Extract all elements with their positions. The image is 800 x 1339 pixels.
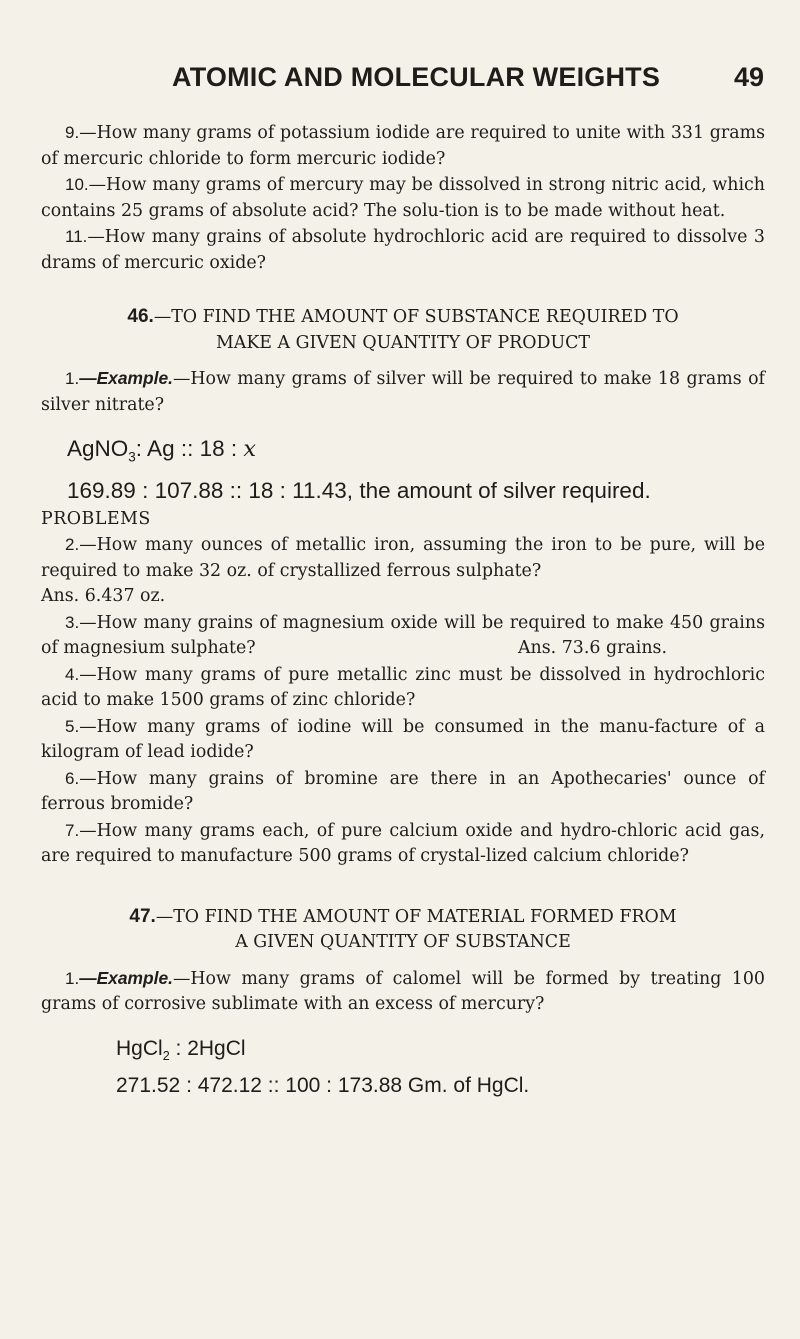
problems-heading: PROBLEMS bbox=[41, 508, 151, 529]
problem-7: 7.—How many grams each, of pure calcium oxide and hydro-chloric acid gas, are required to manufacture 500 grams of crystal-lized calcium chloride? bbox=[41, 820, 765, 866]
problem-6: 6.—How many grains of bromine are there in an Apothecaries' ounce of ferrous bromide? bbox=[41, 768, 765, 814]
running-title: ATOMIC AND MOLECULAR WEIGHTS bbox=[172, 62, 661, 92]
example-46: 1.—Example.—How many grams of silver will be required to make 18 grams of silver nitrate? bbox=[41, 368, 765, 415]
equation-result: 169.89 : 107.88 :: 18 : 11.43, the amount of silver required. bbox=[67, 477, 651, 503]
section-number: 47. bbox=[129, 905, 156, 927]
example-47: 1.—Example.—How many grams of calomel will be formed by treating 100 grams of corrosive sublimate with an excess of mercury? bbox=[41, 967, 765, 1014]
problem-9: 9.—How many grams of potassium iodide are required to unite with 331 grams of mercuric chloride to form mercuric iodide? bbox=[41, 123, 765, 169]
problem-5: 5.—How many grams of iodine will be consumed in the manu-facture of a kilogram of lead iodide? bbox=[41, 716, 765, 762]
problem-2: 2.—How many ounces of metallic iron, assuming the iron to be pure, will be required to make 32 oz. of crystallized ferrous sulphate? bbox=[41, 535, 765, 581]
page-body bbox=[41, 120, 765, 1101]
section-number: 46. bbox=[127, 306, 154, 327]
answer-3: Ans. 73.6 grains. bbox=[517, 638, 667, 658]
equation-calomel: HgCl$_2$ : 2HgCl bbox=[116, 1036, 246, 1063]
section-47-heading: 47.—TO FIND THE AMOUNT OF MATERIAL FORMED FROM A GIVEN QUANTITY OF SUBSTANCE bbox=[129, 905, 677, 952]
answer-2: Ans. 6.437 oz. bbox=[41, 586, 166, 606]
section-46-heading: 46.—TO FIND THE AMOUNT OF SUBSTANCE REQUIRED TO MAKE A GIVEN QUANTITY OF PRODUCT bbox=[127, 306, 679, 353]
equation-proportion: AgNO$_3$: Ag :: 18 : x bbox=[67, 436, 257, 465]
problem-4: 4.—How many grams of pure metallic zinc must be dissolved in hydrochloric acid to make 1500 grams of zinc chloride? bbox=[41, 664, 765, 710]
problem-3: 3.—How many grains of magnesium oxide will be required to make 450 grains of magnesium sulphate? Ans. 73.6 grains. bbox=[41, 610, 765, 662]
problem-11: 11.—How many grains of absolute hydrochloric acid are required to dissolve 3 drams of mercuric oxide? bbox=[41, 227, 765, 273]
page-header bbox=[0, 62, 800, 98]
equation-calomel-result: 271.52 : 472.12 :: 100 : 173.88 Gm. of HgCl. bbox=[116, 1073, 530, 1097]
page-number: 49 bbox=[734, 62, 765, 92]
problem-10: 10.—How many grams of mercury may be dissolved in strong nitric acid, which contains 25 grams of absolute acid? The solu-tion is to be made without heat. bbox=[41, 175, 765, 221]
